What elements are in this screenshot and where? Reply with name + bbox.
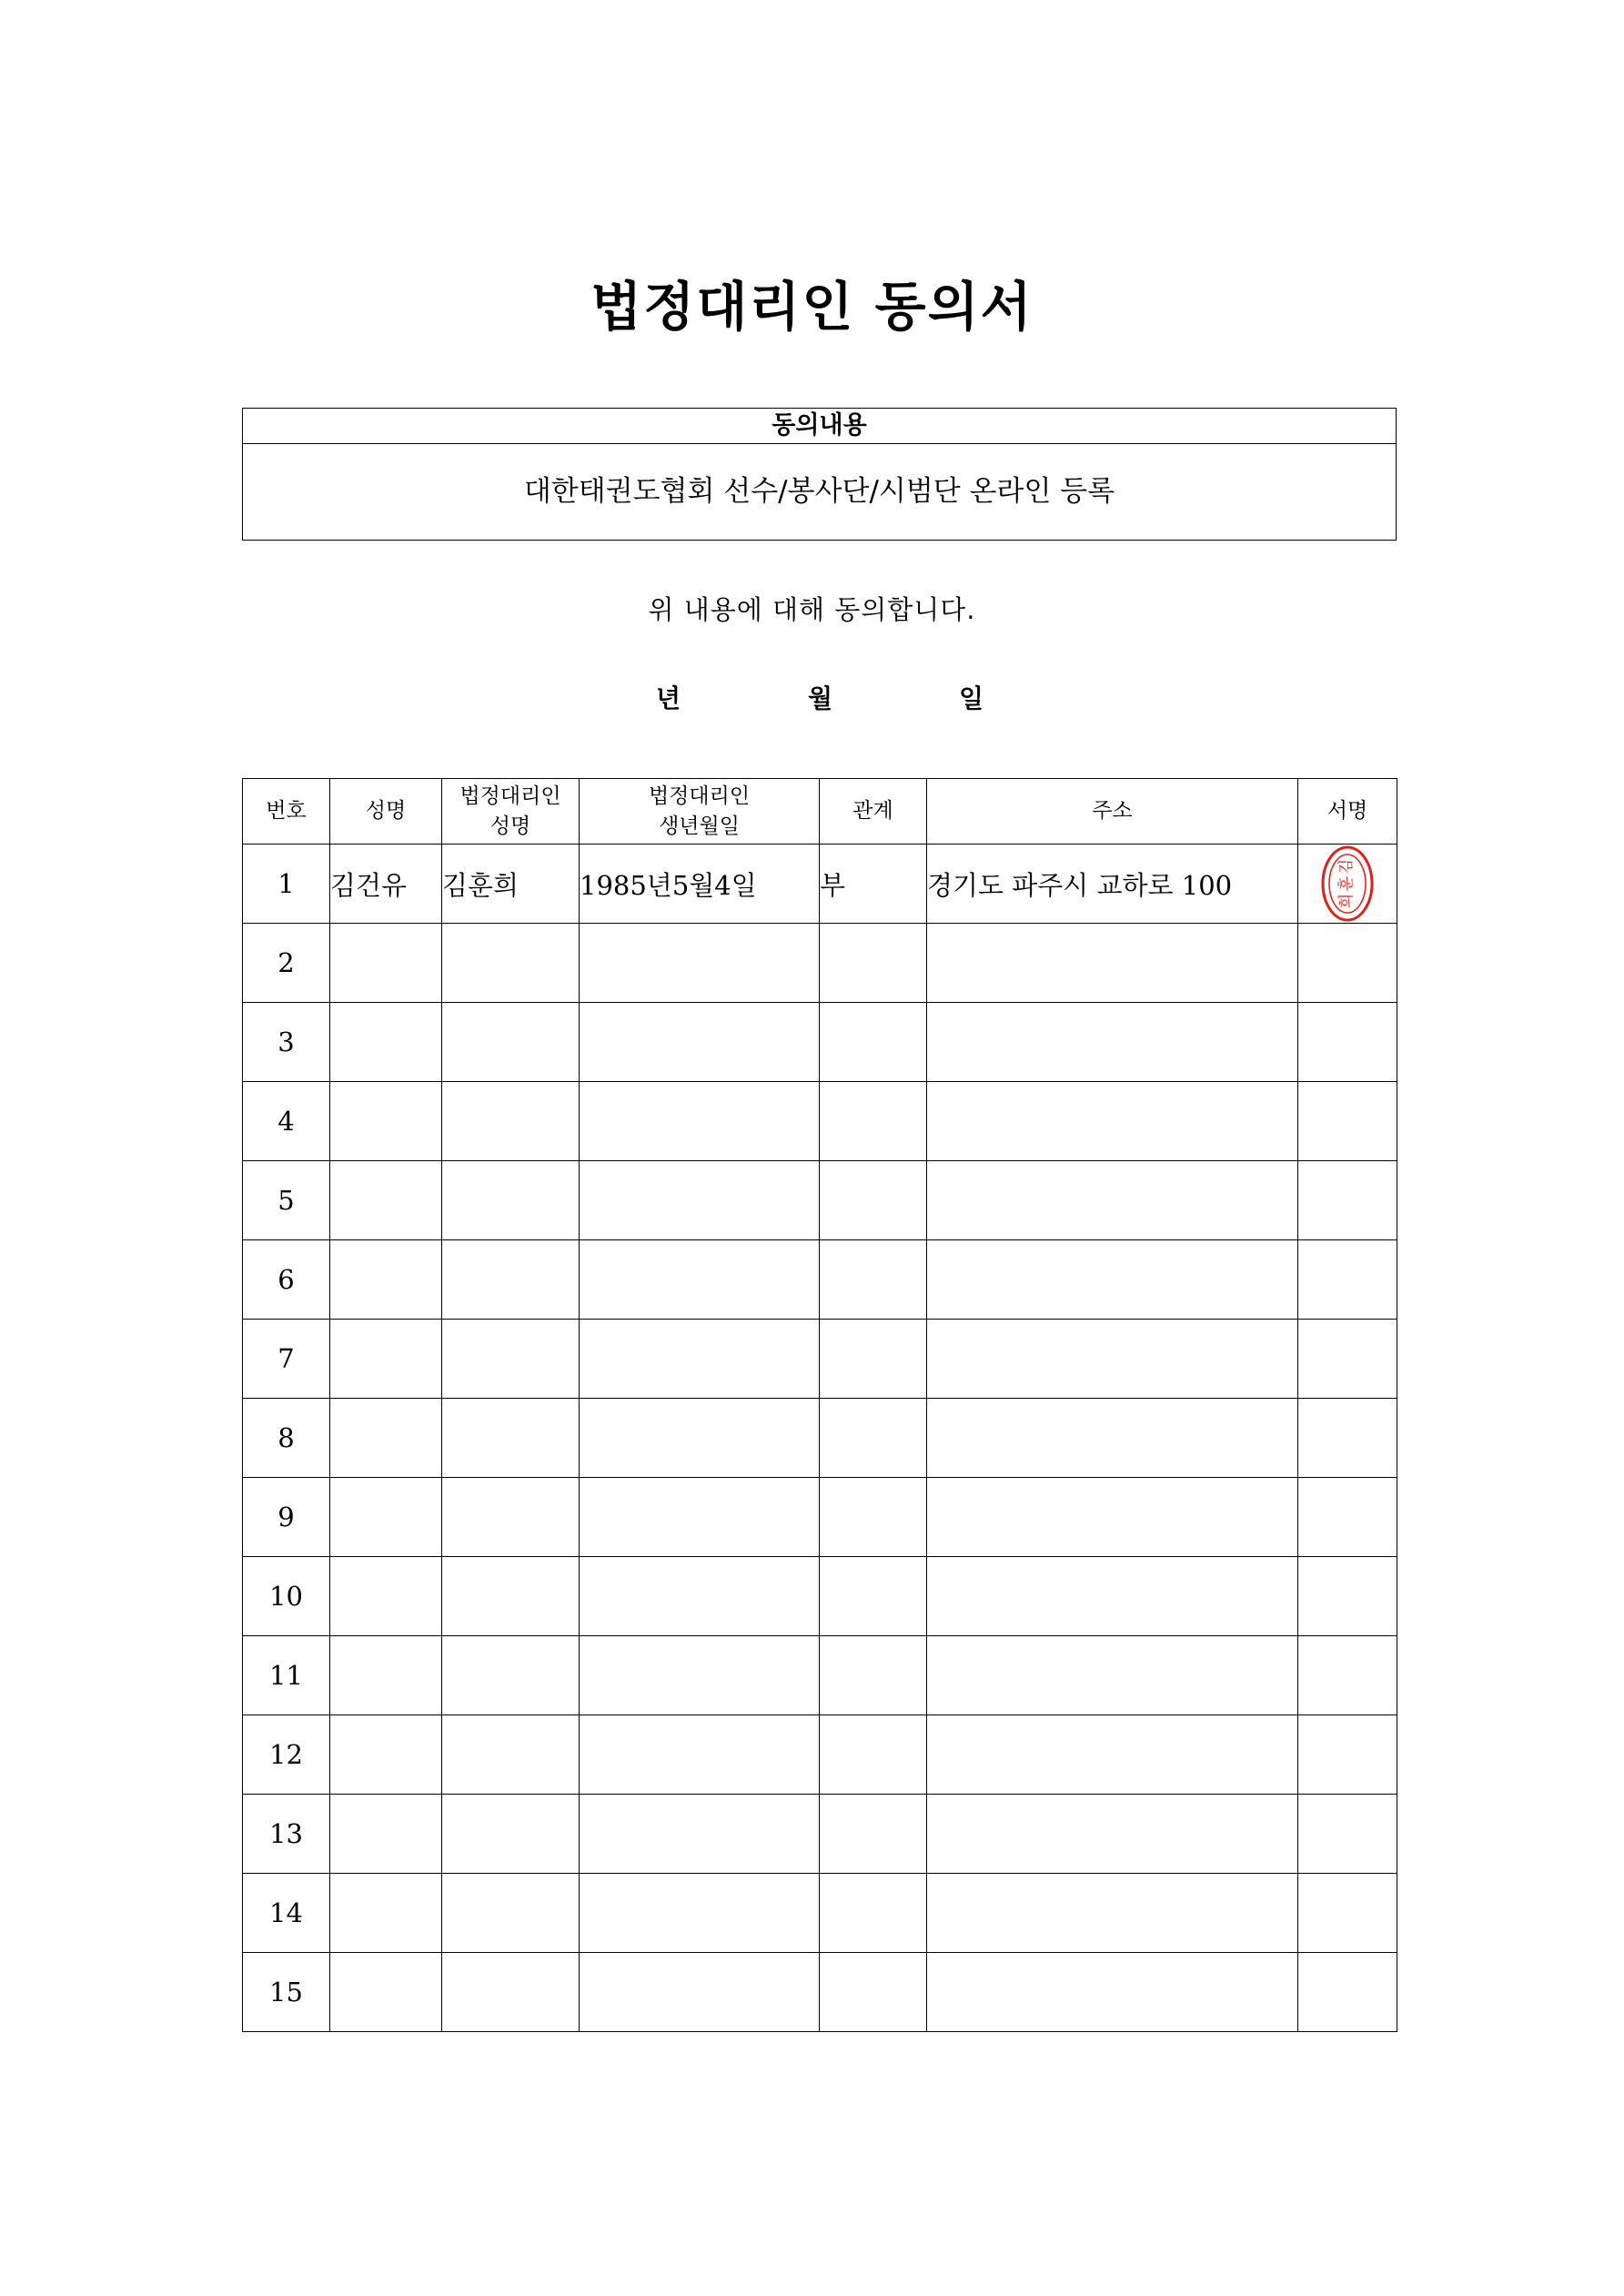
row-guardian-name xyxy=(442,1082,580,1161)
row-number: 3 xyxy=(243,1003,330,1082)
table-row xyxy=(243,1636,1397,1715)
row-relation xyxy=(820,1161,927,1240)
table-row xyxy=(243,1161,1397,1240)
table-row xyxy=(243,1399,1397,1478)
row-guardian-name xyxy=(442,1478,580,1557)
row-signature xyxy=(1298,1161,1397,1240)
row-guardian-birth xyxy=(580,1715,820,1795)
row-guardian-name xyxy=(442,1161,580,1240)
row-guardian-birth xyxy=(580,1795,820,1874)
seal-char: 훈 xyxy=(1337,875,1356,892)
row-guardian-birth xyxy=(580,1953,820,2032)
header-name: 성명 xyxy=(330,779,442,845)
row-name xyxy=(330,1161,442,1240)
row-guardian-birth xyxy=(580,1161,820,1240)
consent-header: 동의내용 xyxy=(243,409,1396,444)
table-row xyxy=(243,1795,1397,1874)
row-number: 1 xyxy=(243,845,330,924)
row-relation xyxy=(820,1557,927,1636)
row-number: 4 xyxy=(243,1082,330,1161)
table-row xyxy=(243,1557,1397,1636)
row-number: 12 xyxy=(243,1715,330,1795)
consent-content: 대한태권도협회 선수/봉사단/시범단 온라인 등록 xyxy=(523,475,1115,508)
header-address: 주소 xyxy=(927,779,1298,845)
row-guardian-name xyxy=(442,1003,580,1082)
row-name xyxy=(330,1240,442,1320)
row-signature xyxy=(1298,924,1397,1003)
row-relation xyxy=(820,1795,927,1874)
row-guardian-birth xyxy=(580,1320,820,1399)
row-guardian-birth xyxy=(580,1240,820,1320)
row-address: 경기도 파주시 교하로 100 xyxy=(927,845,1298,924)
row-name xyxy=(330,1953,442,2032)
row-number: 5 xyxy=(243,1161,330,1240)
table-row xyxy=(243,1240,1397,1320)
row-guardian-birth xyxy=(580,1874,820,1953)
row-number: 13 xyxy=(243,1795,330,1874)
row-number: 8 xyxy=(243,1399,330,1478)
row-address xyxy=(927,1320,1298,1399)
row-name xyxy=(330,1874,442,1953)
row-name xyxy=(330,1715,442,1795)
row-guardian-birth xyxy=(580,924,820,1003)
row-name xyxy=(330,1557,442,1636)
header-guardian-name xyxy=(442,779,580,845)
row-number: 15 xyxy=(243,1953,330,2032)
guardian-table xyxy=(242,778,1397,2032)
row-signature xyxy=(1298,1240,1397,1320)
header-guardian-name-line1: 법정대리인 xyxy=(459,784,561,808)
row-relation xyxy=(820,924,927,1003)
header-guardian-birth-line2: 생년월일 xyxy=(659,814,740,838)
row-number: 9 xyxy=(243,1478,330,1557)
date-day-label: 일 xyxy=(959,683,984,713)
row-name: 김건유 xyxy=(330,845,442,924)
row-guardian-birth xyxy=(580,1003,820,1082)
row-signature xyxy=(1298,1320,1397,1399)
table-row xyxy=(243,1715,1397,1795)
row-signature xyxy=(1298,1082,1397,1161)
table-row xyxy=(243,1320,1397,1399)
table-row xyxy=(243,1478,1397,1557)
row-relation xyxy=(820,1240,927,1320)
row-number: 14 xyxy=(243,1874,330,1953)
row-guardian-name xyxy=(442,1636,580,1715)
row-relation xyxy=(820,1636,927,1715)
row-address xyxy=(927,1240,1298,1320)
table-row xyxy=(243,1874,1397,1953)
row-name xyxy=(330,1795,442,1874)
header-relation: 관계 xyxy=(820,779,927,845)
row-address xyxy=(927,1161,1298,1240)
table-row xyxy=(243,924,1397,1003)
row-address xyxy=(927,1478,1298,1557)
header-guardian-birth xyxy=(580,779,820,845)
row-address xyxy=(927,1874,1298,1953)
row-number: 6 xyxy=(243,1240,330,1320)
row-address xyxy=(927,1953,1298,2032)
row-guardian-birth: 1985년5월4일 xyxy=(580,845,820,924)
table-row xyxy=(243,1953,1397,2032)
row-signature xyxy=(1298,1557,1397,1636)
row-guardian-name xyxy=(442,1320,580,1399)
agree-statement: 위 내용에 대해 동의합니다. xyxy=(648,594,976,625)
table-row xyxy=(243,845,1397,924)
seal-char: 희 xyxy=(1337,893,1356,909)
header-number: 번호 xyxy=(243,779,330,845)
row-name xyxy=(330,1636,442,1715)
row-guardian-birth xyxy=(580,1557,820,1636)
row-guardian-name xyxy=(442,1953,580,2032)
row-number: 10 xyxy=(243,1557,330,1636)
header-signature: 서명 xyxy=(1298,779,1397,845)
row-guardian-birth xyxy=(580,1082,820,1161)
consent-box xyxy=(242,408,1397,541)
row-signature xyxy=(1298,1003,1397,1082)
row-signature xyxy=(1298,1478,1397,1557)
row-guardian-birth xyxy=(580,1636,820,1715)
row-guardian-name xyxy=(442,1795,580,1874)
row-address xyxy=(927,1636,1298,1715)
row-name xyxy=(330,924,442,1003)
date-month-label: 월 xyxy=(808,683,833,713)
row-address xyxy=(927,1003,1298,1082)
row-name xyxy=(330,1082,442,1161)
row-relation xyxy=(820,1715,927,1795)
row-signature xyxy=(1298,1795,1397,1874)
row-number: 2 xyxy=(243,924,330,1003)
date-year-label: 년 xyxy=(656,683,681,713)
header-guardian-birth-line1: 법정대리인 xyxy=(648,784,751,808)
row-guardian-birth xyxy=(580,1399,820,1478)
row-signature xyxy=(1298,1953,1397,2032)
row-guardian-name xyxy=(442,1557,580,1636)
row-address xyxy=(927,1795,1298,1874)
row-guardian-name xyxy=(442,1399,580,1478)
row-guardian-name xyxy=(442,1874,580,1953)
header-guardian-name-line2: 성명 xyxy=(489,814,531,838)
row-guardian-name: 김훈희 xyxy=(442,845,580,924)
seal-char: 김 xyxy=(1337,858,1356,875)
row-guardian-name xyxy=(442,1240,580,1320)
row-signature xyxy=(1298,845,1397,924)
seal-stamp xyxy=(1320,845,1375,923)
row-address xyxy=(927,1715,1298,1795)
row-address xyxy=(927,1557,1298,1636)
row-relation xyxy=(820,1320,927,1399)
row-signature xyxy=(1298,1636,1397,1715)
row-name xyxy=(330,1399,442,1478)
table-row xyxy=(243,1082,1397,1161)
row-name xyxy=(330,1478,442,1557)
row-guardian-birth xyxy=(580,1478,820,1557)
row-number: 11 xyxy=(243,1636,330,1715)
table-row xyxy=(243,1003,1397,1082)
row-signature xyxy=(1298,1399,1397,1478)
row-address xyxy=(927,924,1298,1003)
row-address xyxy=(927,1082,1298,1161)
row-guardian-name xyxy=(442,1715,580,1795)
row-signature xyxy=(1298,1715,1397,1795)
row-relation xyxy=(820,1953,927,2032)
row-name xyxy=(330,1320,442,1399)
row-relation xyxy=(820,1003,927,1082)
row-signature xyxy=(1298,1874,1397,1953)
row-relation: 부 xyxy=(820,845,927,924)
row-guardian-name xyxy=(442,924,580,1003)
row-address xyxy=(927,1399,1298,1478)
row-relation xyxy=(820,1399,927,1478)
row-name xyxy=(330,1003,442,1082)
row-relation xyxy=(820,1478,927,1557)
row-relation xyxy=(820,1874,927,1953)
row-number: 7 xyxy=(243,1320,330,1399)
row-relation xyxy=(820,1082,927,1161)
document-title: 법정대리인 동의서 xyxy=(590,276,1034,338)
table-header-row xyxy=(243,779,1397,845)
